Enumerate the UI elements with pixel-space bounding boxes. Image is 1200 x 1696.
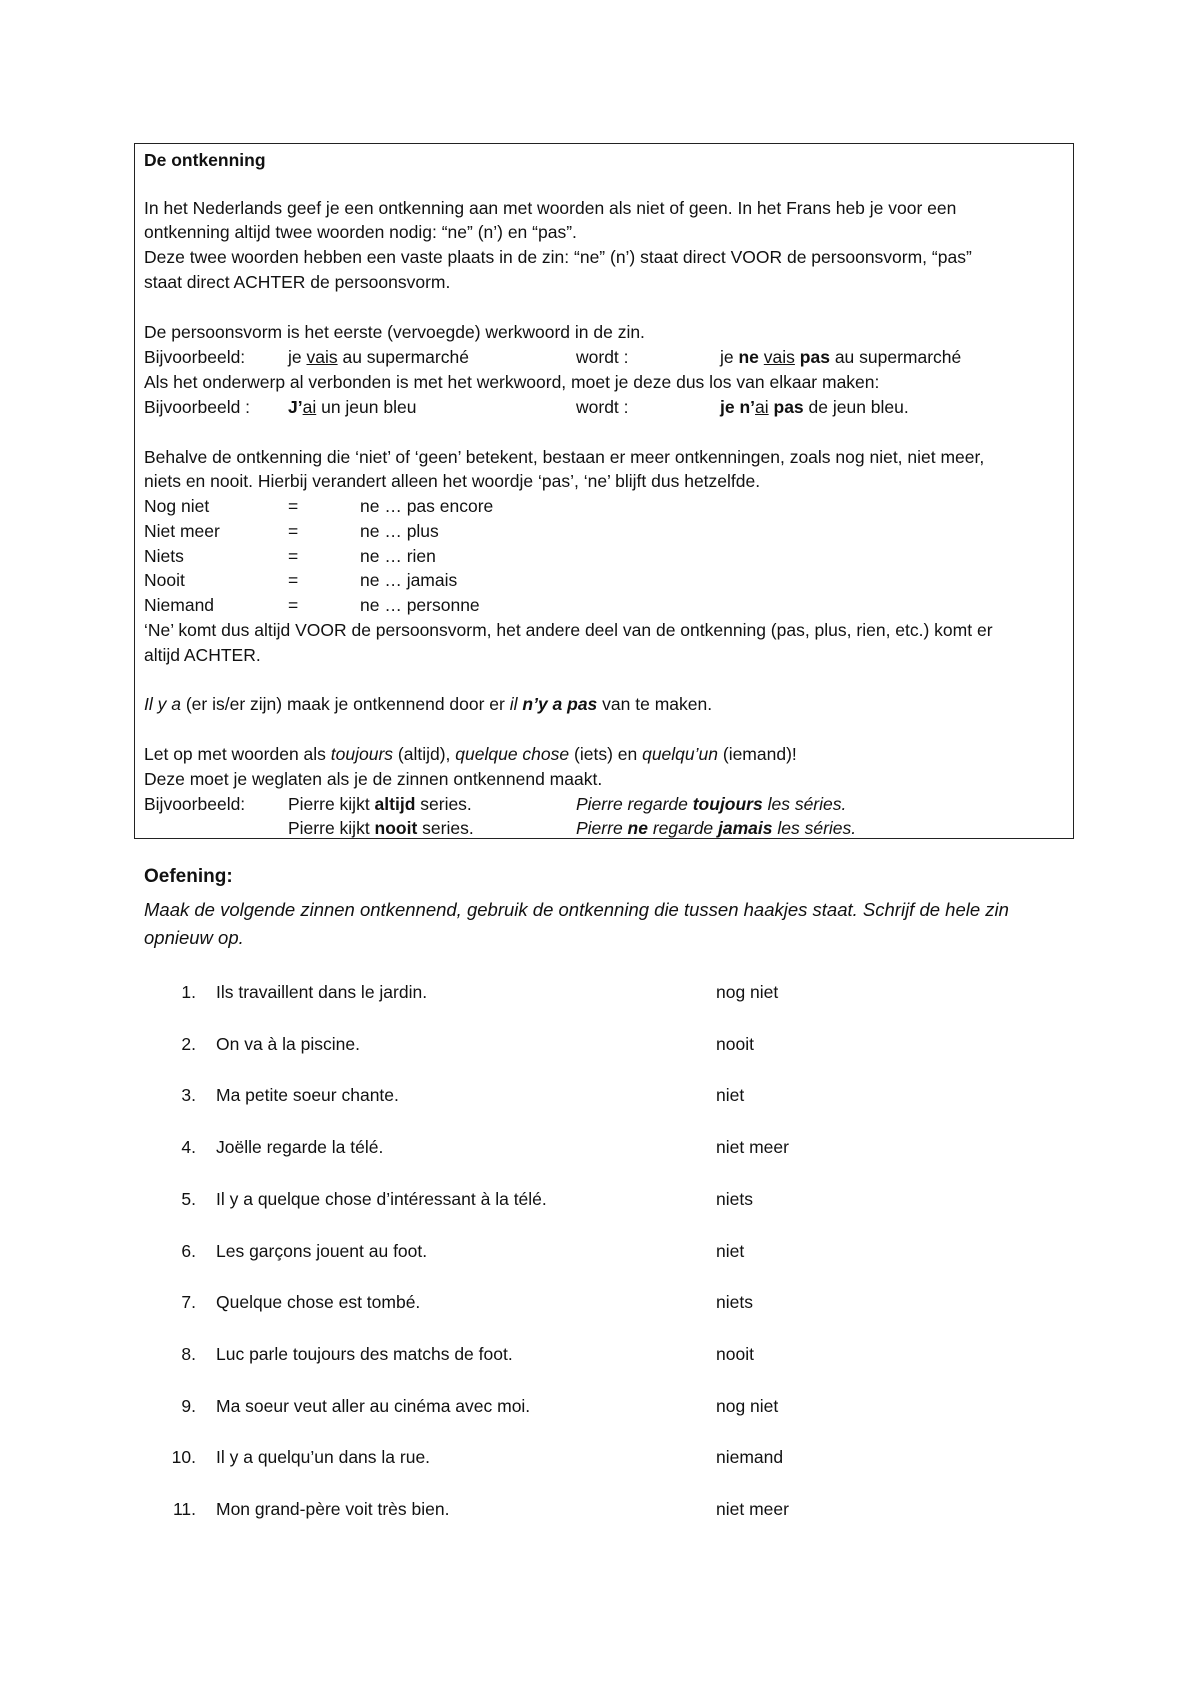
exercise-negation-hint: niemand — [716, 1447, 784, 1468]
exercise-sentence: Mon grand-père voit très bien. — [216, 1499, 450, 1519]
exercise-number: 11. — [172, 1499, 196, 1519]
negation-dutch: Niemand — [144, 595, 215, 616]
exercise-instruction: Maak de volgende zinnen ontkennend, gebruik de ontkenning die tussen haakjes staat. Schrijf de hele zin opnieuw op. — [144, 899, 1009, 948]
exercise-number: 8. — [181, 1343, 196, 1364]
intro-line-1: In het Nederlands geef je een ontkenning aan met woorden als niet of geen. In het Frans heb je voor een — [144, 198, 957, 218]
exercise-item — [0, 1292, 1200, 1318]
behalve-line-2: niets en nooit. Hierbij verandert alleen het woordje ‘pas’, ‘ne’ blijft dus hetzelfde. — [144, 471, 761, 491]
exercise-item — [0, 1085, 1200, 1111]
exercise-negation-hint: niet — [716, 1085, 745, 1106]
wordt-label: wordt : — [576, 347, 629, 367]
exercise-sentence: Joëlle regarde la télé. — [216, 1137, 384, 1158]
wordt-label: wordt : — [576, 397, 629, 417]
exercise-negation-hint: niets — [716, 1292, 753, 1313]
il-y-a-rule: Il y a (er is/er zijn) maak je ontkennend door er il n’y a pas van te maken. — [144, 694, 713, 714]
negation-equals: = — [288, 496, 299, 516]
exercise-number: 10. — [171, 1447, 196, 1468]
exercise-number: 7. — [181, 1292, 196, 1313]
negation-french: ne … personne — [360, 595, 480, 616]
exercise-sentence: Ils travaillent dans le jardin. — [216, 982, 428, 1002]
exercise-item — [0, 1499, 1200, 1525]
exercise-number: 2. — [181, 1033, 196, 1054]
ne-rule-line-2: altijd ACHTER. — [144, 645, 261, 665]
negation-dutch: Nog niet — [144, 496, 210, 516]
exercise-number: 9. — [181, 1395, 196, 1416]
exercise-negation-hint: nog niet — [716, 982, 779, 1002]
intro-line-3: Deze twee woorden hebben een vaste plaats in de zin: “ne” (n’) staat direct VOOR de persoonsvorm, “pas” — [144, 247, 972, 267]
exercise-negation-hint: niet meer — [716, 1137, 789, 1158]
exercise-number: 6. — [181, 1240, 196, 1261]
exercise-negation-hint: nooit — [716, 1343, 754, 1364]
negation-row — [144, 494, 744, 518]
example-label: Bijvoorbeeld : — [144, 397, 251, 417]
negation-row — [144, 593, 744, 617]
exercise-item — [0, 1189, 1200, 1215]
exercise-sentence: Il y a quelqu’un dans la rue. — [216, 1447, 431, 1468]
persoonsvorm-definition: De persoonsvorm is het eerste (vervoegde) werkwoord in de zin. — [144, 322, 645, 342]
exercise-number: 5. — [181, 1188, 196, 1209]
exercise-sentence: Les garçons jouent au foot. — [216, 1240, 428, 1261]
negation-french: ne … rien — [360, 545, 436, 566]
example-french: Pierre ne regarde jamais les séries. — [576, 818, 857, 838]
negation-equals: = — [288, 545, 299, 566]
example-row-2 — [144, 395, 1074, 419]
exercise-item — [0, 1241, 1200, 1267]
negation-row — [144, 544, 744, 568]
exercise-item — [0, 1396, 1200, 1422]
exercise-negation-hint: niet meer — [716, 1499, 789, 1519]
exercise-sentence: Luc parle toujours des matchs de foot. — [216, 1343, 513, 1364]
example-row-4 — [144, 816, 1074, 840]
negation-dutch: Niets — [144, 545, 184, 566]
exercise-item — [0, 1034, 1200, 1060]
exercise-number: 3. — [181, 1085, 196, 1106]
let-op-line: Let op met woorden als toujours (altijd), quelque chose (iets) en quelqu’un (iemand)! — [144, 744, 797, 764]
negation-dutch: Nooit — [144, 570, 185, 591]
negation-french: ne … pas encore — [360, 496, 494, 516]
example-result: je ne vais pas au supermarché — [720, 347, 962, 367]
ne-rule-line-1: ‘Ne’ komt dus altijd VOOR de persoonsvorm, het andere deel van de ontkenning (pas, plus, rien, etc.) komt er — [144, 620, 993, 640]
exercise-item — [0, 1344, 1200, 1370]
negation-french: ne … jamais — [360, 570, 458, 591]
exercise-sentence: Quelque chose est tombé. — [216, 1292, 421, 1313]
negation-row — [144, 519, 744, 543]
exercise-item — [0, 1447, 1200, 1473]
example-source: J’ai un jeun bleu — [288, 397, 417, 417]
exercise-item — [0, 1137, 1200, 1163]
negation-equals: = — [288, 520, 299, 541]
example-row-3 — [144, 792, 1074, 816]
example-dutch: Pierre kijkt altijd series. — [288, 794, 472, 814]
negation-row — [144, 568, 744, 592]
negation-equals: = — [288, 570, 299, 591]
exercise-sentence: Ma petite soeur chante. — [216, 1085, 399, 1106]
intro-line-4: staat direct ACHTER de persoonsvorm. — [144, 272, 451, 292]
exercise-sentence: Il y a quelque chose d’intéressant à la télé. — [216, 1188, 547, 1209]
onderwerp-line: Als het onderwerp al verbonden is met het werkwoord, moet je deze dus los van elkaar maken: — [144, 372, 880, 392]
example-french: Pierre regarde toujours les séries. — [576, 794, 847, 814]
exercise-negation-hint: niets — [716, 1188, 753, 1209]
exercise-sentence: Ma soeur veut aller au cinéma avec moi. — [216, 1395, 531, 1416]
exercise-number: 4. — [181, 1137, 196, 1158]
example-row-1 — [144, 345, 1074, 369]
exercise-negation-hint: niet — [716, 1240, 745, 1261]
example-dutch: Pierre kijkt nooit series. — [288, 818, 474, 838]
weglaten-line: Deze moet je weglaten als je de zinnen ontkennend maakt. — [144, 769, 603, 789]
example-source: je vais au supermarché — [288, 347, 469, 367]
exercise-item — [0, 982, 1200, 1008]
exercise-sentence: On va à la piscine. — [216, 1033, 360, 1054]
exercise-negation-hint: nog niet — [716, 1395, 779, 1416]
example-label: Bijvoorbeeld: — [144, 794, 246, 814]
exercise-heading: Oefening: — [144, 866, 233, 887]
exercise-number: 1. — [181, 982, 196, 1002]
behalve-line-1: Behalve de ontkenning die ‘niet’ of ‘geen’ betekent, bestaan er meer ontkenningen, zoals nog niet, niet meer, — [144, 447, 985, 467]
negation-dutch: Niet meer — [144, 520, 220, 541]
negation-equals: = — [288, 595, 299, 616]
box-title: De ontkenning — [144, 150, 266, 170]
example-label: Bijvoorbeeld: — [144, 347, 246, 367]
intro-line-2: ontkenning altijd twee woorden nodig: “ne” (n’) en “pas”. — [144, 222, 577, 242]
negation-french: ne … plus — [360, 520, 439, 541]
exercise-negation-hint: nooit — [716, 1033, 754, 1054]
example-result: je n’ai pas de jeun bleu. — [720, 397, 909, 417]
